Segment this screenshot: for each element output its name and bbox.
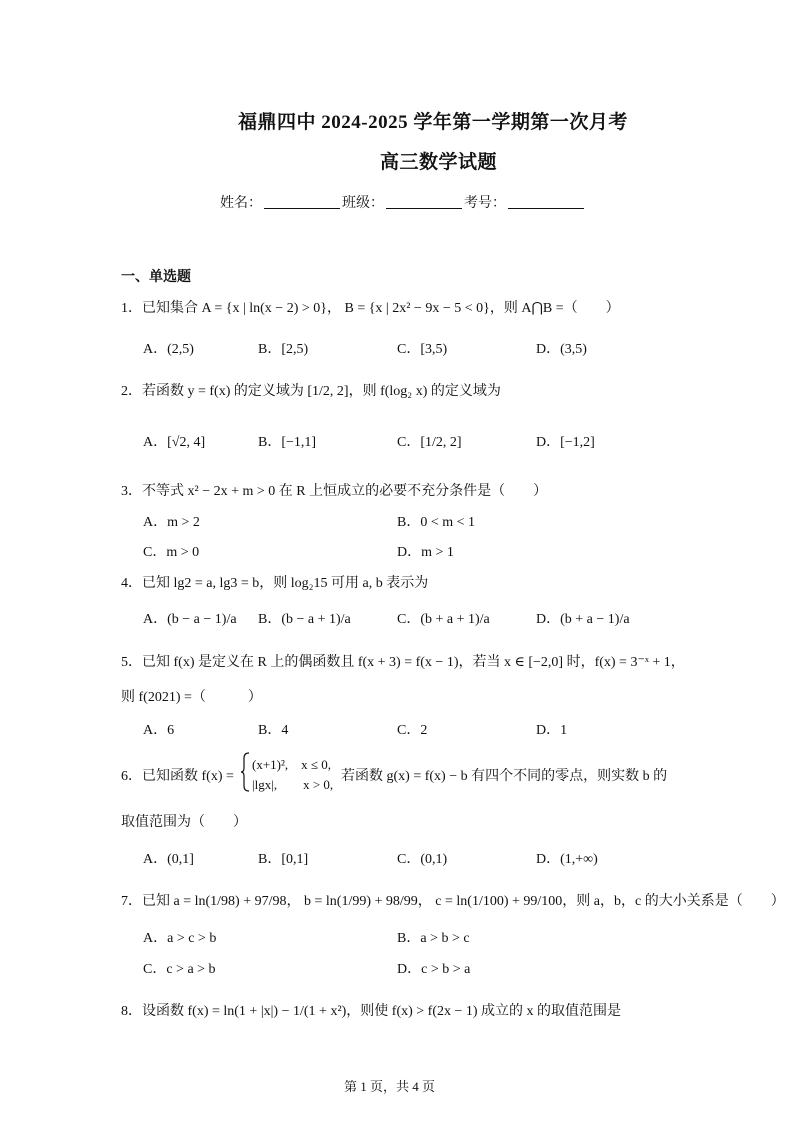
exam-subtitle: 高三数学试题 bbox=[380, 152, 498, 173]
question-6-option-c[interactable]: C．(0,1) bbox=[397, 852, 448, 867]
question-3-option-a[interactable]: A．m > 2 bbox=[143, 515, 200, 530]
question-4-option-a[interactable]: A．(b − a − 1)/a bbox=[143, 612, 237, 627]
question-6-case-2: |lgx|, x > 0, bbox=[252, 777, 334, 792]
question-7-stem: 7．已知 a = ln(1/98) + 97/98， b = ln(1/99) + 98/99， c = ln(1/100) + 99/100，则 a，b，c 的大小关系是（ ） bbox=[121, 894, 785, 909]
question-8-stem: 8．设函数 f(x) = ln(1 + |x|) − 1/(1 + x²)，则使 f(x) > f(2x − 1) 成立的 x 的取值范围是 bbox=[121, 1004, 622, 1019]
question-2-option-c[interactable]: C．[1/2, 2] bbox=[397, 435, 462, 450]
class-label: 班级： bbox=[342, 196, 384, 211]
question-7-option-d[interactable]: D．c > b > a bbox=[397, 962, 471, 977]
question-7-option-b[interactable]: B．a > b > c bbox=[397, 931, 470, 946]
section-title: 一、单选题 bbox=[121, 270, 191, 285]
piecewise-brace-icon bbox=[240, 752, 250, 792]
question-4-option-c[interactable]: C．(b + a + 1)/a bbox=[397, 612, 490, 627]
question-3-option-c[interactable]: C．m > 0 bbox=[143, 545, 200, 560]
question-3-stem: 3．不等式 x² − 2x + m > 0 在 R 上恒成立的必要不充分条件是（ ） bbox=[121, 484, 548, 499]
question-5-option-a[interactable]: A．6 bbox=[143, 723, 175, 738]
question-1-option-c[interactable]: C．[3,5) bbox=[397, 342, 448, 357]
question-7-option-a[interactable]: A．a > c > b bbox=[143, 931, 217, 946]
question-6-stem-end: 若函数 g(x) = f(x) − b 有四个不同的零点，则实数 b 的 bbox=[341, 769, 668, 784]
question-5-option-c[interactable]: C．2 bbox=[397, 723, 428, 738]
question-4-option-b[interactable]: B．(b − a + 1)/a bbox=[258, 612, 351, 627]
class-blank[interactable] bbox=[386, 194, 462, 209]
question-6-option-b[interactable]: B．[0,1] bbox=[258, 852, 309, 867]
exam-title: 福鼎四中 2024-2025 学年第一学期第一次月考 bbox=[238, 112, 628, 133]
question-3-option-d[interactable]: D．m > 1 bbox=[397, 545, 454, 560]
student-info-row bbox=[220, 192, 586, 212]
question-6-option-a[interactable]: A．(0,1] bbox=[143, 852, 194, 867]
question-1-option-b[interactable]: B．[2,5) bbox=[258, 342, 309, 357]
question-5-option-d[interactable]: D．1 bbox=[536, 723, 568, 738]
question-4-option-d[interactable]: D．(b + a − 1)/a bbox=[536, 612, 630, 627]
name-label: 姓名： bbox=[220, 196, 262, 211]
question-1-option-d[interactable]: D．(3,5) bbox=[536, 342, 587, 357]
question-2-option-d[interactable]: D．[−1,2] bbox=[536, 435, 595, 450]
question-2-option-a[interactable]: A．[√2, 4] bbox=[143, 435, 206, 450]
number-label: 考号： bbox=[464, 196, 506, 211]
question-6-stem-line2: 取值范围为（ ） bbox=[121, 815, 247, 830]
question-2-stem: 2．若函数 y = f(x) 的定义域为 [1/2, 2]，则 f(log₂ x) 的定义域为 bbox=[121, 384, 501, 399]
question-2-option-b[interactable]: B．[−1,1] bbox=[258, 435, 317, 450]
question-7-option-c[interactable]: C．c > a > b bbox=[143, 962, 216, 977]
question-5-stem-line2: 则 f(2021) =（ ） bbox=[121, 690, 262, 705]
number-blank[interactable] bbox=[508, 194, 584, 209]
question-6-case-1: (x+1)², x ≤ 0, bbox=[252, 757, 332, 772]
name-blank[interactable] bbox=[264, 194, 340, 209]
page-footer: 第 1 页，共 4 页 bbox=[344, 1079, 436, 1094]
question-6-option-d[interactable]: D．(1,+∞) bbox=[536, 852, 598, 867]
question-1-stem: 1．已知集合 A = {x | ln(x − 2) > 0}， B = {x | 2x² − 9x − 5 < 0}，则 A⋂B =（ ） bbox=[121, 301, 620, 316]
question-5-stem: 5．已知 f(x) 是定义在 R 上的偶函数且 f(x + 3) = f(x − 1)，若当 x ∈ [−2,0] 时，f(x) = 3⁻ˣ + 1， bbox=[121, 655, 685, 670]
question-1-option-a[interactable]: A．(2,5) bbox=[143, 342, 194, 357]
question-4-stem: 4．已知 lg2 = a, lg3 = b，则 log₂15 可用 a, b 表示为 bbox=[121, 576, 429, 591]
question-3-option-b[interactable]: B．0 < m < 1 bbox=[397, 515, 476, 530]
question-6-stem-start: 6．已知函数 f(x) = bbox=[121, 769, 234, 784]
question-5-option-b[interactable]: B．4 bbox=[258, 723, 289, 738]
